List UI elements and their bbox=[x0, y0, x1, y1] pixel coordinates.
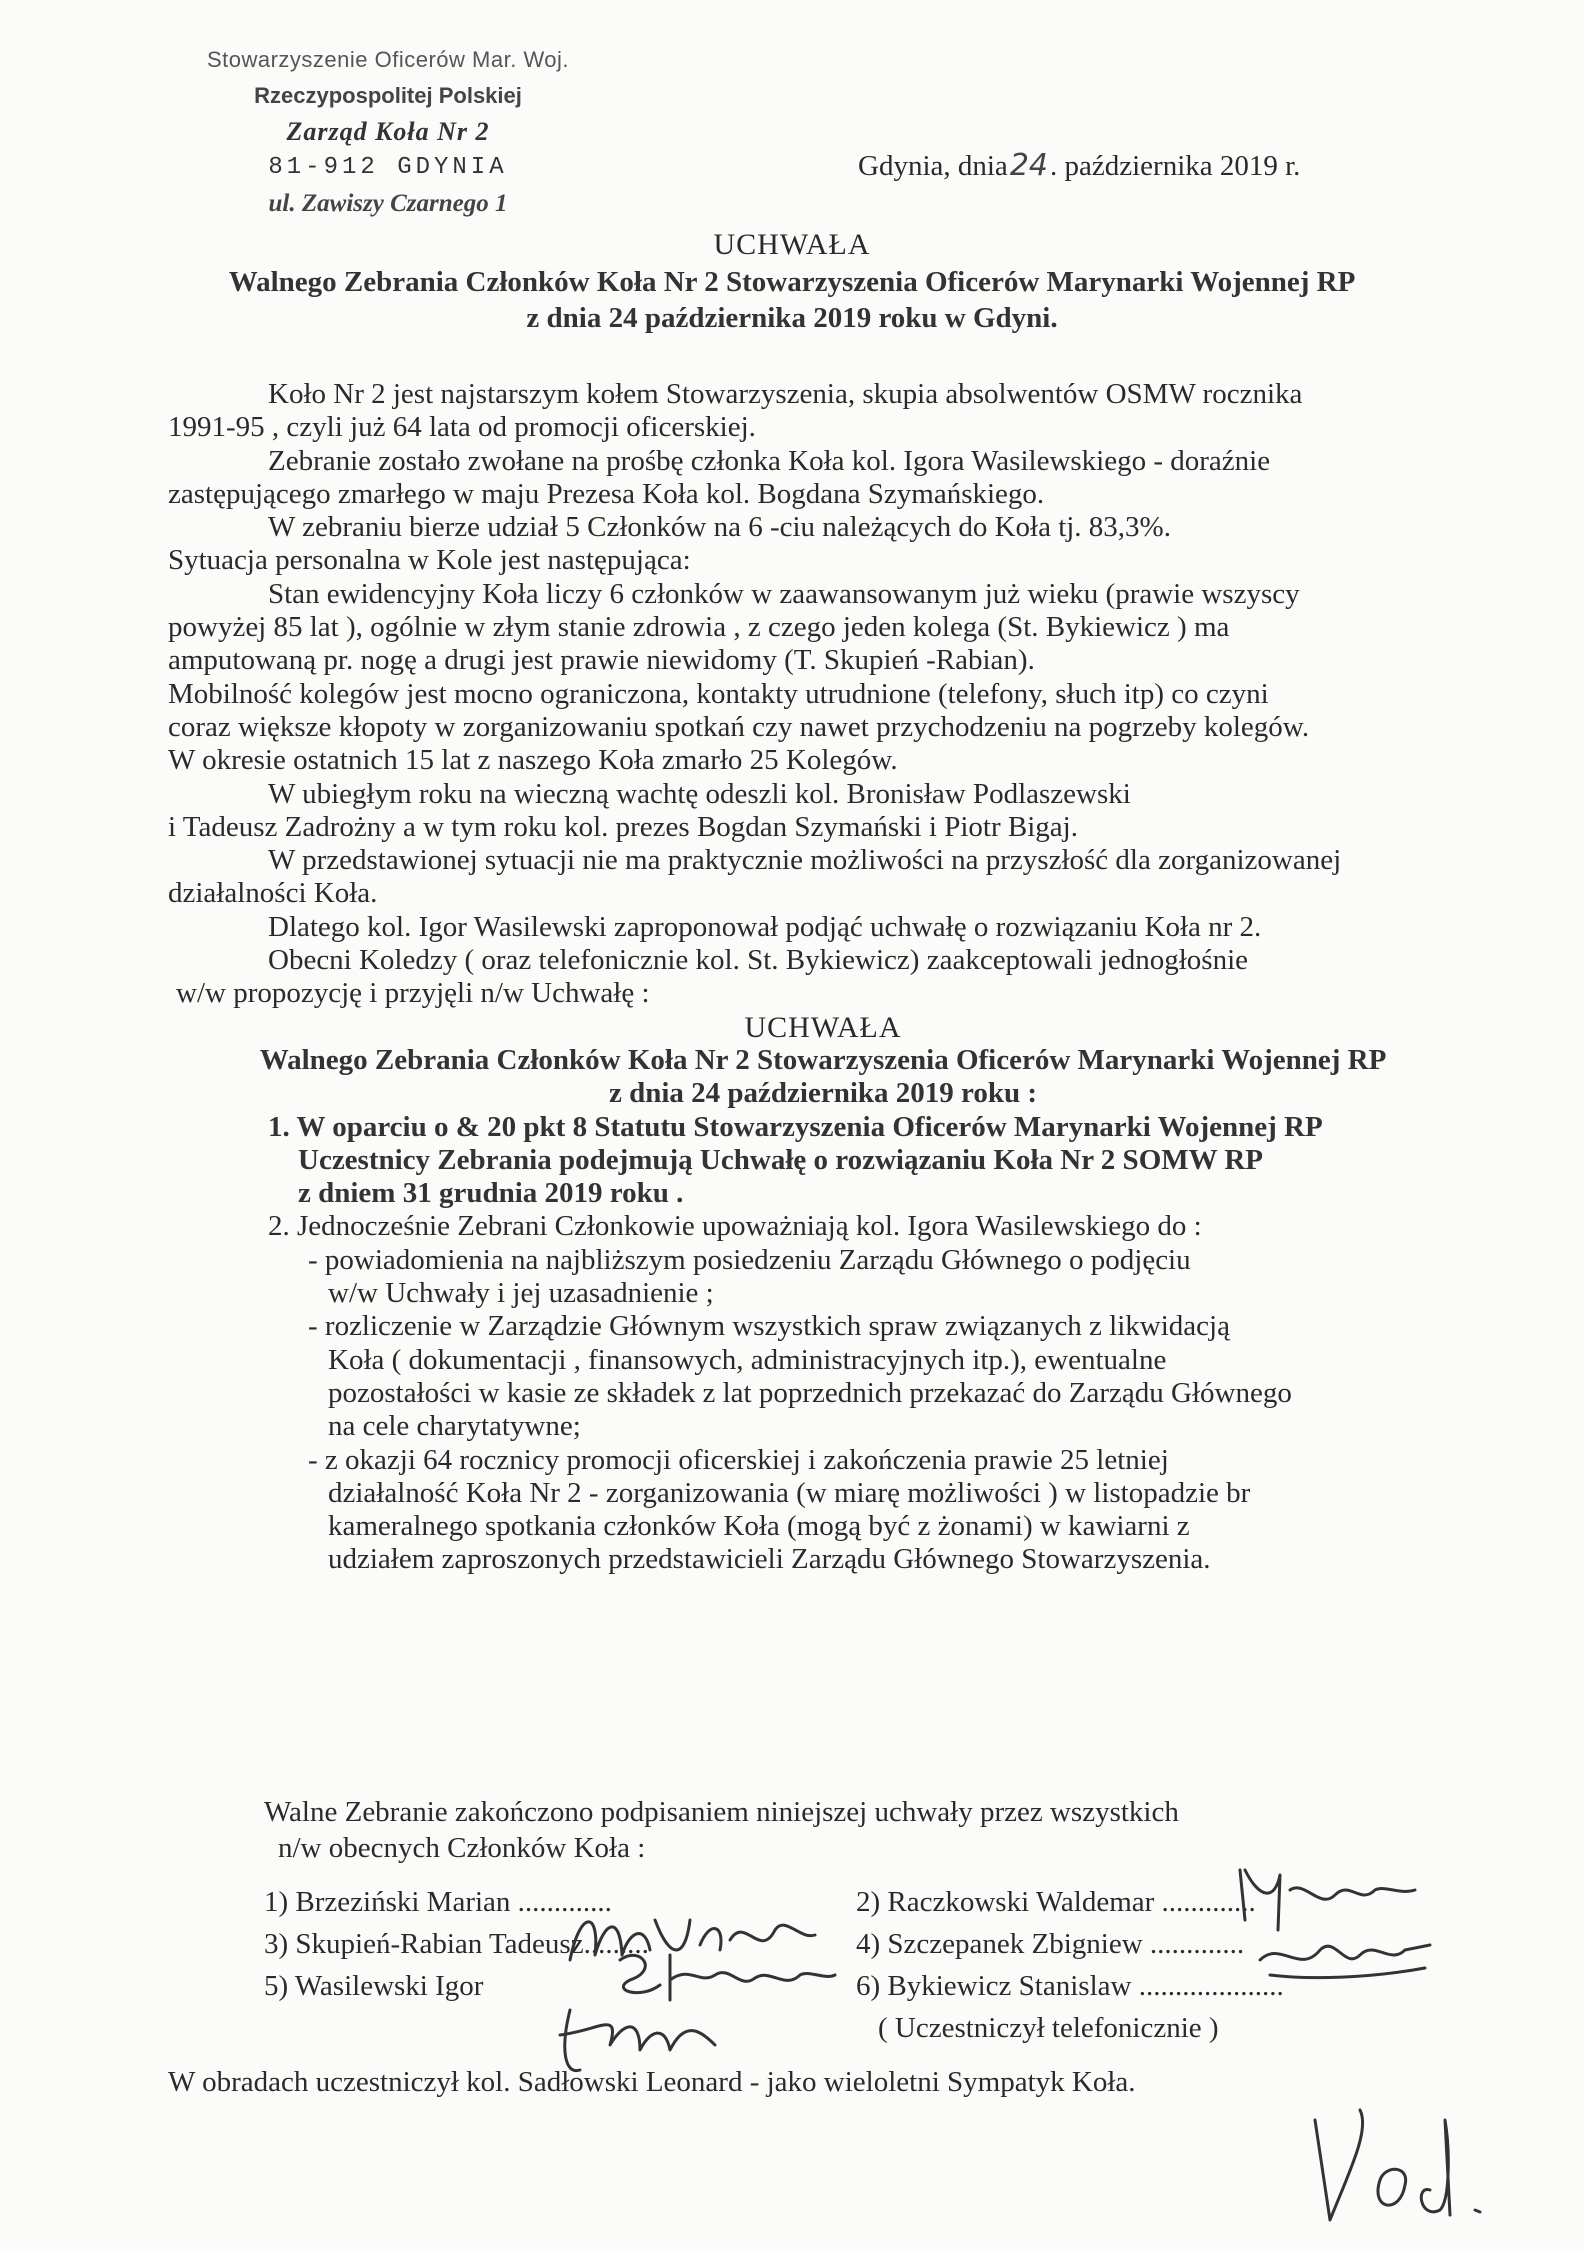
signatory-5: 5) Wasilewski Igor bbox=[264, 1970, 484, 2002]
signatory-6-note: ( Uczestniczył telefonicznie ) bbox=[878, 2012, 1219, 2044]
item-text: Uczestnicy Zebrania podejmują Uchwałę o rozwiązaniu Koła Nr 2 SOMW RP bbox=[298, 1143, 1264, 1176]
body-line: coraz większe kłopoty w zorganizowaniu spotkań czy nawet przychodzeniu na pogrzeby kolegów. bbox=[168, 710, 1310, 743]
body-line: amputowaną pr. nogę a drugi jest prawie niewidomy (T. Skupień -Rabian). bbox=[168, 644, 1035, 677]
body-line: Mobilność kolegów jest mocno ograniczona, kontakty utrudnione (telefony, słuch itp) co czyni bbox=[168, 677, 1269, 710]
item-text: z dniem 31 grudnia 2019 roku . bbox=[298, 1177, 684, 1210]
stamp-line: Stowarzyszenie Oficerów Mar. Woj. bbox=[206, 47, 570, 72]
resolution-bullet-cont bbox=[168, 1277, 1478, 1310]
document-subtitle: Walnego Zebrania Członków Koła Nr 2 Stowarzyszenia Oficerów Marynarki Wojennej RP bbox=[228, 266, 1356, 298]
body-line: W ubiegłym roku na wieczną wachtę odeszli kol. Bronisław Podlaszewski bbox=[268, 777, 1131, 810]
signatures-intro: Walne Zebranie zakończono podpisaniem niniejszej uchwały przez wszystkich bbox=[264, 1796, 1179, 1828]
stamp-line: 81-912 GDYNIA bbox=[268, 154, 508, 181]
closing-note: W obradach uczestniczył kol. Sadłowski Leonard - jako wieloletni Sympatyk Koła. bbox=[168, 2066, 1136, 2098]
resolution-item-1-cont bbox=[168, 1144, 1478, 1177]
date-suffix: . października 2019 r. bbox=[1050, 150, 1301, 182]
bullet-text: działalność Koła Nr 2 - zorganizowania (w miarę możliwości ) w listopadzie br bbox=[328, 1476, 1251, 1509]
signatory-6: 6) Bykiewicz Stanislaw .................... bbox=[856, 1970, 1284, 2002]
stamp-line: ul. Zawiszy Czarnego 1 bbox=[268, 190, 508, 217]
handwritten-signature bbox=[1300, 2090, 1500, 2240]
resolution-bullet: - z okazji 64 rocznicy promocji oficerskiej i zakończenia prawie 25 letniej bbox=[308, 1443, 1169, 1476]
bullet-text: w/w Uchwały i jej uzasadnienie ; bbox=[328, 1277, 714, 1310]
bullet-text: pozostałości w kasie ze składek z lat poprzednich przekazać do Zarządu Głównego bbox=[328, 1376, 1292, 1409]
body-line: Stan ewidencyjny Koła liczy 6 członków w zaawansowanym już wieku (prawie wszyscy bbox=[268, 577, 1300, 610]
resolution-bullet: - rozliczenie w Zarządzie Głównym wszystkich spraw związanych z likwidacją bbox=[308, 1310, 1230, 1343]
item-number: 1. bbox=[268, 1110, 290, 1143]
signature-row bbox=[168, 2010, 1478, 2052]
signatory-2: 2) Raczkowski Waldemar ............. bbox=[856, 1886, 1256, 1918]
association-stamp bbox=[168, 42, 608, 222]
handwritten-signature bbox=[1250, 1920, 1440, 1990]
place-and-date bbox=[858, 148, 1300, 183]
body-line: i Tadeusz Zadrożny a w tym roku kol. prezes Bogdan Szymański i Piotr Bigaj. bbox=[168, 810, 1078, 843]
resolution-bullet-cont bbox=[168, 1477, 1478, 1510]
resolution-subtitle: Walnego Zebrania Członków Koła Nr 2 Stowarzyszenia Oficerów Marynarki Wojennej RP bbox=[259, 1043, 1387, 1076]
signatory-3: 3) Skupień-Rabian Tadeusz......... bbox=[264, 1928, 649, 1960]
signatures-intro: n/w obecnych Członków Koła : bbox=[278, 1832, 646, 1864]
resolution-item-1-cont bbox=[168, 1177, 1478, 1210]
resolution-bullet-cont bbox=[168, 1410, 1478, 1443]
resolution-subtitle-date: z dnia 24 października 2019 roku : bbox=[608, 1077, 1038, 1110]
document-subtitle-date: z dnia 24 października 2019 roku w Gdyni. bbox=[526, 302, 1058, 334]
document-body bbox=[168, 378, 1478, 1577]
bullet-text: na cele charytatywne; bbox=[328, 1410, 581, 1443]
body-line: zastępującego zmarłego w maju Prezesa Koła kol. Bogdana Szymańskiego. bbox=[168, 477, 1045, 510]
resolution-bullet-cont bbox=[168, 1344, 1478, 1377]
body-line: Koło Nr 2 jest najstarszym kołem Stowarzyszenia, skupia absolwentów OSMW rocznika bbox=[268, 378, 1303, 410]
body-line: 1991-95 , czyli już 64 lata od promocji oficerskiej. bbox=[168, 411, 756, 444]
body-line: Obecni Koledzy ( oraz telefonicznie kol. St. Bykiewicz) zaakceptowali jednogłośnie bbox=[268, 944, 1248, 977]
body-line: w/w propozycję i przyjęli n/w Uchwałę : bbox=[176, 977, 650, 1010]
resolution-item-1 bbox=[168, 1111, 1478, 1144]
resolution-bullet-cont bbox=[168, 1377, 1478, 1410]
resolution-bullet: - powiadomienia na najbliższym posiedzeniu Zarządu Głównego o podjęciu bbox=[308, 1243, 1191, 1276]
stamp-line: Rzeczypospolitej Polskiej bbox=[254, 83, 522, 108]
item-text: W oparciu o & 20 pkt 8 Statutu Stowarzyszenia Oficerów Marynarki Wojennej RP bbox=[296, 1110, 1323, 1143]
body-line: Zebranie zostało zwołane na prośbę członka Koła kol. Igora Wasilewskiego - doraźnie bbox=[268, 444, 1271, 477]
document-title: UCHWAŁA bbox=[713, 228, 871, 261]
resolution-bullet-cont bbox=[168, 1510, 1478, 1543]
bullet-text: udziałem zaproszonych przedstawicieli Zarządu Głównego Stowarzyszenia. bbox=[328, 1543, 1211, 1576]
body-line: Dlatego kol. Igor Wasilewski zaproponował podjąć uchwałę o rozwiązaniu Koła nr 2. bbox=[268, 910, 1262, 943]
resolution-item-2: 2. Jednocześnie Zebrani Członkowie upoważniają kol. Igora Wasilewskiego do : bbox=[268, 1210, 1202, 1243]
bullet-text: kameralnego spotkania członków Koła (mogą być z żonami) w kawiarni z bbox=[328, 1510, 1190, 1543]
signatory-4: 4) Szczepanek Zbigniew ............. bbox=[856, 1928, 1245, 1960]
date-day-handwritten: 24 bbox=[1009, 148, 1048, 183]
body-line: W okresie ostatnich 15 lat z naszego Koła zmarło 25 Kolegów. bbox=[168, 744, 898, 777]
body-line: działalności Koła. bbox=[168, 877, 378, 910]
date-prefix: Gdynia, dnia bbox=[858, 150, 1008, 182]
body-line: W zebraniu bierze udział 5 Członków na 6 -ciu należących do Koła tj. 83,3%. bbox=[268, 511, 1171, 544]
handwritten-signature bbox=[540, 1990, 740, 2080]
resolution-title: UCHWAŁA bbox=[744, 1010, 902, 1044]
body-line: Sytuacja personalna w Kole jest następująca: bbox=[168, 544, 691, 577]
resolution-bullet-cont bbox=[168, 1543, 1478, 1576]
body-line: powyżej 85 lat ), ogólnie w złym stanie zdrowia , z czego jeden kolega (St. Bykiewicz ) ma bbox=[168, 611, 1230, 644]
bullet-text: Koła ( dokumentacji , finansowych, administracyjnych itp.), ewentualne bbox=[328, 1343, 1167, 1376]
body-line: W przedstawionej sytuacji nie ma praktycznie możliwości na przyszłość dla zorganizowanej bbox=[268, 844, 1342, 877]
signatory-1: 1) Brzeziński Marian ............. bbox=[264, 1886, 612, 1918]
stamp-line: Zarząd Koła Nr 2 bbox=[286, 117, 490, 146]
